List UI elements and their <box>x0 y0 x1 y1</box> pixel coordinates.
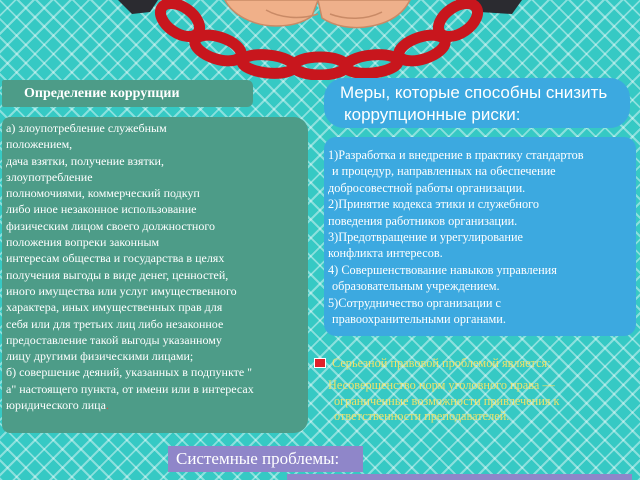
chain-link <box>433 0 484 43</box>
measures-header <box>324 78 630 128</box>
measure-line: 5)Сотрудничество организации с <box>328 295 502 310</box>
chain-link <box>294 57 346 75</box>
legal-line: Несовершенство норм уголовного права — <box>328 378 555 392</box>
measure-line: 1)Разработка и внедрение в практику стандартов <box>328 148 584 162</box>
legal-problem-title: Серьезной правовой проблемой является: <box>332 356 551 370</box>
measure-line: конфликта интересов. <box>328 246 443 261</box>
definition-line: дача взятки, получение взятки, <box>6 153 164 168</box>
definition-end-mark: . <box>105 398 109 413</box>
handshake-chain-illustration <box>0 0 640 80</box>
left-cuff <box>118 0 158 14</box>
systemic-problems-box <box>287 474 632 480</box>
measure-line: 4) Совершенствование навыков управления <box>328 262 557 277</box>
definition-line: себя или для третьих лиц либо незаконное <box>6 316 224 331</box>
measures-header-line: Меры, которые способны снизить <box>340 83 608 102</box>
definition-line: интересам общества и государства в целях <box>6 251 225 266</box>
measure-line: и процедур, направленных на обеспечение <box>332 164 556 179</box>
definition-header: Определение коррупции <box>2 80 253 107</box>
legal-line: ограниченные возможности привлечения к <box>334 393 560 408</box>
definition-line: лицу другими физическими лицами; <box>6 349 194 364</box>
definition-line: б) совершение деяний, указанных в подпункте " <box>6 365 253 380</box>
definition-line: предоставление такой выгоды указанному <box>6 332 222 347</box>
chain-link <box>192 30 244 66</box>
bullet-icon <box>314 358 326 368</box>
definition-line: иного имущества или услуг имущественного <box>6 283 237 298</box>
definition-line: получения выгоды в виде денег, ценностей, <box>6 267 229 282</box>
definition-line: физическим лицом своего должностного <box>6 218 215 233</box>
measure-line: 3)Предотвращение и урегулирование <box>328 230 524 245</box>
measure-line: правоохранительными органами. <box>332 312 506 327</box>
definition-box <box>2 117 308 433</box>
measures-header-line: коррупционные риски: <box>344 105 521 124</box>
measure-line: 2)Принятие кодекса этики и служебного <box>328 197 540 212</box>
definition-line: полномочиями, коммерческий подкуп <box>6 186 200 201</box>
definition-line: положения вопреки законным <box>6 235 160 250</box>
definition-line: злоупотребление <box>6 169 93 184</box>
measures-box <box>324 137 636 336</box>
measure-line: образовательным учреждением. <box>332 279 500 294</box>
right-hand <box>318 0 410 28</box>
definition-last-line: юридического лица <box>6 398 106 413</box>
systemic-problems-header: Системные проблемы: <box>168 446 363 472</box>
measure-line: поведения работников организации. <box>328 213 518 228</box>
definition-line: а) злоупотребление служебным <box>6 121 167 135</box>
legal-line: ответственности преподавателей. <box>334 409 510 423</box>
definition-line: характера, иных имущественных прав для <box>6 300 223 315</box>
definition-line: либо иное незаконное использование <box>6 202 197 217</box>
handshake-chain-icon <box>118 0 522 76</box>
definition-line: положением, <box>6 137 73 152</box>
measure-line: добросовестной работы организации. <box>328 180 526 195</box>
definition-line: а" настоящего пункта, от имени или в интересах <box>6 381 254 396</box>
legal-problem-text <box>328 378 560 425</box>
chain-link <box>241 52 295 75</box>
chain-link <box>345 52 399 75</box>
